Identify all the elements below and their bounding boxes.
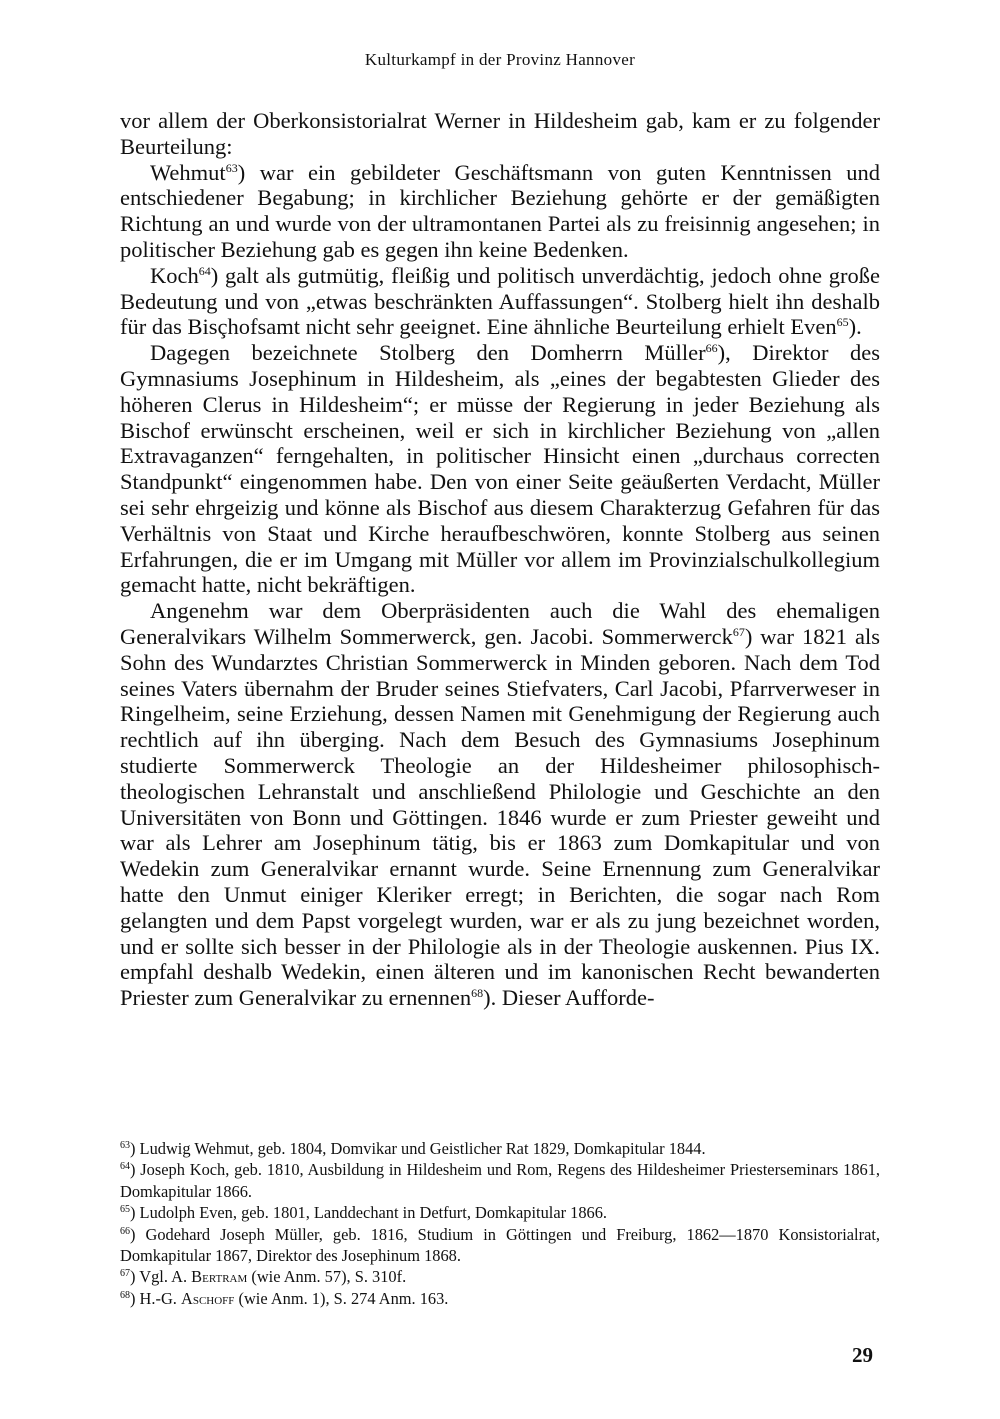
footnote-ref: 67 — [732, 624, 745, 639]
footnote-number: 63 — [120, 1140, 130, 1151]
body-text — [120, 108, 880, 1011]
footnote-ref: 65 — [836, 315, 849, 330]
footnote-number: 66 — [120, 1225, 130, 1237]
footnote-67: $^{67}$) Vgl. A. Bertram (wie Anm. 57), S. 310f. — [120, 1267, 407, 1287]
footnote-66: $^{66}$) Godehard Joseph Müller, geb. 1816, Studium in Göttingen und Freiburg, 1862—1870 Konsistorialrat, Domkapitular 1867, Direktor des Josephinum 1868. — [120, 1224, 880, 1266]
footnotes — [120, 1138, 880, 1309]
author-name: Bertram — [191, 1267, 248, 1287]
footnote-number: 68 — [120, 1289, 130, 1301]
running-head: Kulturkampf in der Provinz Hannover — [364, 50, 636, 69]
footnote-65: $^{65}$) Ludolph Even, geb. 1801, Landdechant in Detfurt, Domkapitular 1866. — [120, 1203, 608, 1223]
footnote-ref: 63 — [225, 160, 238, 175]
footnote-number: 67 — [120, 1268, 130, 1280]
footnote-64: $^{64}$) Joseph Koch, geb. 1810, Ausbildung in Hildesheim und Rom, Regens des Hildesheimer Priesterseminars 1861, Domkapitular 1866. — [120, 1160, 880, 1201]
footnote-number: 64 — [120, 1161, 130, 1173]
author-name: Aschoff — [180, 1288, 235, 1308]
paragraph-5: Angenehm war dem Oberpräsidenten auch die Wahl des ehemaligen Generalvikars Wilhelm Sommerwerck, gen. Jacobi. Sommerwerck$^{67}$) war 1821 als Sohn des Wundarztes Christian Sommerwerck in Minden geboren. Nach dem Tod seines Vaters übernahm der Bruder seines Stiefvaters, Carl Jacobi, Pfarrverweser in Ringelheim, seine Erziehung, dessen Namen mit Genehmigung der Regierung auch rechtlich auf ihn überging. Nach dem Besuch des Gymnasiums Josephinum studierte Sommerwerck Theologie an der Hildesheimer philosophisch-theologischen Lehranstalt und anschließend Philologie und Geschichte an den Universitäten von Bonn und Göttingen. 1846 wurde er zum Priester geweiht und war als Lehrer am Josephinum tätig, bis er 1863 zum Domkapitular und von Wedekin zum Generalvikar ernannt wurde. Seine Ernennung zum Generalvikar hatte den Unmut einiger Kleriker erregt; in Berichten, die sogar nach Rom gelangten und dem Papst vorgelegt wurden, war er als zu jung bezeichnet worden, und er sollte sich besser in der Philologie als in der Theologie auskennen. Pius IX. empfahl deshalb Wedekin, einen älteren und im kanonischen Recht bewanderten Priester zum Generalvikar zu ernennen$^{68}$). Dieser Aufforde- — [120, 598, 880, 1011]
footnote-ref: 68 — [471, 986, 484, 1001]
footnote-ref: 64 — [198, 263, 211, 278]
page-number: 29 — [852, 1343, 873, 1367]
paragraph-4: Dagegen bezeichnete Stolberg den Domherrn Müller$^{66}$), Direktor des Gymnasiums Josephinum in Hildesheim, als „eines der begabtesten Glieder des höheren Clerus in Hildesheim“; er müsse der Regierung in jeder Beziehung als Bischof erwünscht erscheinen, weil er sich in kirchlicher Beziehung von „allen Extravaganzen“ ferngehalten, in politischer Hinsicht einen „durchaus correcten Standpunkt“ eingenommen habe. Den von einer Seite geäußerten Verdacht, Müller sei sehr ehrgeizig und könne als Bischof aus diesem Charakterzug Gefahren für das Verhältnis von Staat und Kirche heraufbeschwören, konnte Stolberg aus seinen Erfahrungen, die er im Umgang mit Müller vor allem im Provinzialschulkollegium gemacht hatte, nicht bekräftigen. — [120, 340, 880, 598]
footnote-63: $^{63}$) Ludwig Wehmut, geb. 1804, Domvikar und Geistlicher Rat 1829, Domkapitular 1844. — [120, 1139, 706, 1158]
footnote-number: 65 — [120, 1204, 130, 1216]
paragraph-2: Wehmut$^{63}$) war ein gebildeter Geschäftsmann von guten Kenntnissen und entschiedener Begabung; in kirchlicher Beziehung gehörte er der gemäßigten Richtung an und wurde von der ultramontanen Partei als zu freisinnig angesehen; in politischer Beziehung gab es gegen ihn keine Bedenken. — [120, 159, 880, 262]
paragraph-3: Koch$^{64}$) galt als gutmütig, fleißig und politisch unverdächtig, jedoch ohne große Bedeutung und von „etwas beschränkten Auffassungen“. Stolberg hielt ihn deshalb für das Bisçhofsamt nicht sehr geeignet. Eine ähnliche Beurteilung erhielt Even$^{65}$). — [120, 262, 880, 340]
footnote-68: $^{68}$) H.-G. Aschoff (wie Anm. 1), S. 274 Anm. 163. — [120, 1288, 449, 1308]
footnote-ref: 66 — [705, 341, 718, 356]
paragraph-1: vor allem der Oberkonsistorialrat Werner in Hildesheim gab, kam er zu folgender Beurteilung: — [120, 108, 880, 159]
